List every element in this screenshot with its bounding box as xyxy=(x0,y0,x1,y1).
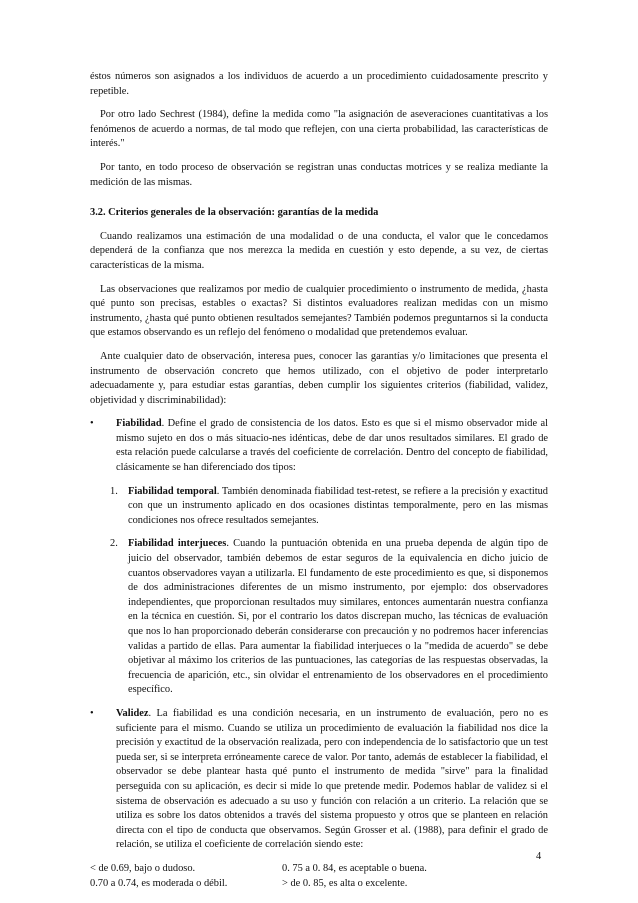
bullet-text xyxy=(116,707,548,853)
list-item xyxy=(110,485,548,529)
paragraph: Ante cualquier dato de observación, interesa pues, conocer las garantías y/o limitaciones que presenta el instrumento de observación concreto que hemos utilizado, con el objetivo de poder interpretarlo adecuadamente y, para estudiar estas garantías, deben cumplir los siguientes criterios (fiabilidad, validez, objetividad y discriminabilidad): xyxy=(90,350,548,406)
section-heading: 3.2. Criterios generales de la observación: garantías de la medida xyxy=(90,207,379,219)
bullet-icon: • xyxy=(90,707,94,719)
list-item xyxy=(110,537,548,698)
scale-entry: > de 0. 85, es alta o excelente. xyxy=(282,877,408,889)
bullet-text xyxy=(116,417,548,475)
item-text xyxy=(128,537,548,698)
paragraph: Por tanto, en todo proceso de observación se registran unas conductas motrices y se realiza mediante la medición de las mismas. xyxy=(90,161,548,188)
definition-validez: . La fiabilidad es una condición necesaria, en un instrumento de evaluación, pero no es suficiente para el mismo. Cuando se utiliza un procedimiento de evaluación la fiabilidad nos dice la precisión y exactitud de la observación realizada, pero con independencia de lo satisfactorio que un test pueda ser, si se interpreta erróneamente carece de valor. Por tanto, además de establecer la fiabilidad, el observador se debe plantear hasta qué punto el instrumento de medida "sirve" para la finalidad perseguida con su aplicación, es decir si mide lo que pretende medir. Podemos hablar de validez si el sistema de observación es adecuado a su uso y función con relación a un criterio. La relación que se utiliza es sobre los datos obtenidos a través del sistema propuesto y otros que se planteen en relación directa con el tipo de conducta que observamos. Según Grosser et al. (1988), para definir el grado de relación, se utiliza el coeficiente de correlación siendo este: xyxy=(116,707,548,851)
term-fiabilidad: Fiabilidad xyxy=(116,418,162,430)
term-fiabilidad-interjueces: Fiabilidad interjueces xyxy=(128,538,227,550)
scale-entry: 0. 75 a 0. 84, es aceptable o buena. xyxy=(282,862,427,874)
scale-entry: < de 0.69, bajo o dudoso. xyxy=(90,862,196,874)
bullet-fiabilidad xyxy=(90,417,548,475)
correlation-scale xyxy=(90,862,548,891)
term-validez: Validez xyxy=(116,707,149,719)
item-number: 2. xyxy=(110,538,118,550)
scale-entry: 0.70 a 0.74, es moderada o débil. xyxy=(90,877,228,889)
fiabilidad-types-list xyxy=(90,485,548,698)
item-text xyxy=(128,485,548,529)
paragraph: Por otro lado Sechrest (1984), define la medida como "la asignación de aseveraciones cuantitativas a los fenómenos de acuerdo a normas, de tal modo que reflejen, con una cierta probabilidad, las características de interés." xyxy=(90,109,548,150)
item-number: 1. xyxy=(110,485,118,497)
bullet-validez xyxy=(90,707,548,853)
definition-fiabilidad-temporal: . También denominada fiabilidad test-retest, se refiere a la precisión y exactitud con que un instrumento aplicado en dos ocasiones distintas temporalmente, pero en las mismas condiciones nos ofrece resultados semejantes. xyxy=(128,485,548,526)
definition-fiabilidad: . Define el grado de consistencia de los datos. Esto es que si el mismo observador mide al mismo sujeto en dos o más situacio-nes idénticas, debe de dar unos resultados similares. El grado de esta relación puede calcularse a través del coeficiente de correlación. Dentro del concepto de fiabilidad, clásicamente se han diferenciado dos tipos: xyxy=(116,418,548,474)
definition-fiabilidad-interjueces: . Cuando la puntuación obtenida en una prueba dependa de algún tipo de juicio del observador, también debemos de estar seguros de la equivalencia en dicho juicio de cuantos observadores vayan a utilizarla. El fundamento de este procedimiento es que, si disponemos de dos administraciones diferentes de un mismo instrumento, por ejemplo: dos observadores independientes, que proporcionan resultados muy similares, entonces aumentarán nuestra confianza en la técnica en cuestión. Si, por el contrario los datos discrepan mucho, las técnicas de evaluación que nos lo han proporcionado deberán considerarse con precaución y no podremos hacer inferencias validas a partido de ellas. Para aumentar la fiabilidad interjueces o la "medida de acuerdo" se debe objetivar al máximo los criterios de las puntuaciones, las categorías de las respuestas observadas, la frecuencia de aparición, etc., sin olvidar el entrenamiento de los observadores en el procedimiento específico. xyxy=(128,538,548,696)
bullet-icon: • xyxy=(90,418,94,430)
term-fiabilidad-temporal: Fiabilidad temporal xyxy=(128,485,217,497)
page-body xyxy=(90,70,548,891)
page-number: 4 xyxy=(536,851,542,862)
paragraph: Las observaciones que realizamos por medio de cualquier procedimiento o instrumento de medida, ¿hasta qué punto son precisas, estables o exactas? Si distintos evaluadores realizan medidas con un mismo instrumento, ¿hasta qué punto obtienen resultados semejantes? También podemos preguntarnos si la conducta que estamos observando es un reflejo del fenómeno o modalidad que pretendemos evaluar. xyxy=(90,283,548,339)
paragraph: Cuando realizamos una estimación de una modalidad o de una conducta, el valor que le concedamos dependerá de la confianza que nos merezca la medida en cuestión y esto depende, a su vez, de ciertas características de la misma. xyxy=(90,230,548,271)
paragraph: éstos números son asignados a los individuos de acuerdo a un procedimiento cuidadosamente prescrito y repetible. xyxy=(90,71,548,97)
